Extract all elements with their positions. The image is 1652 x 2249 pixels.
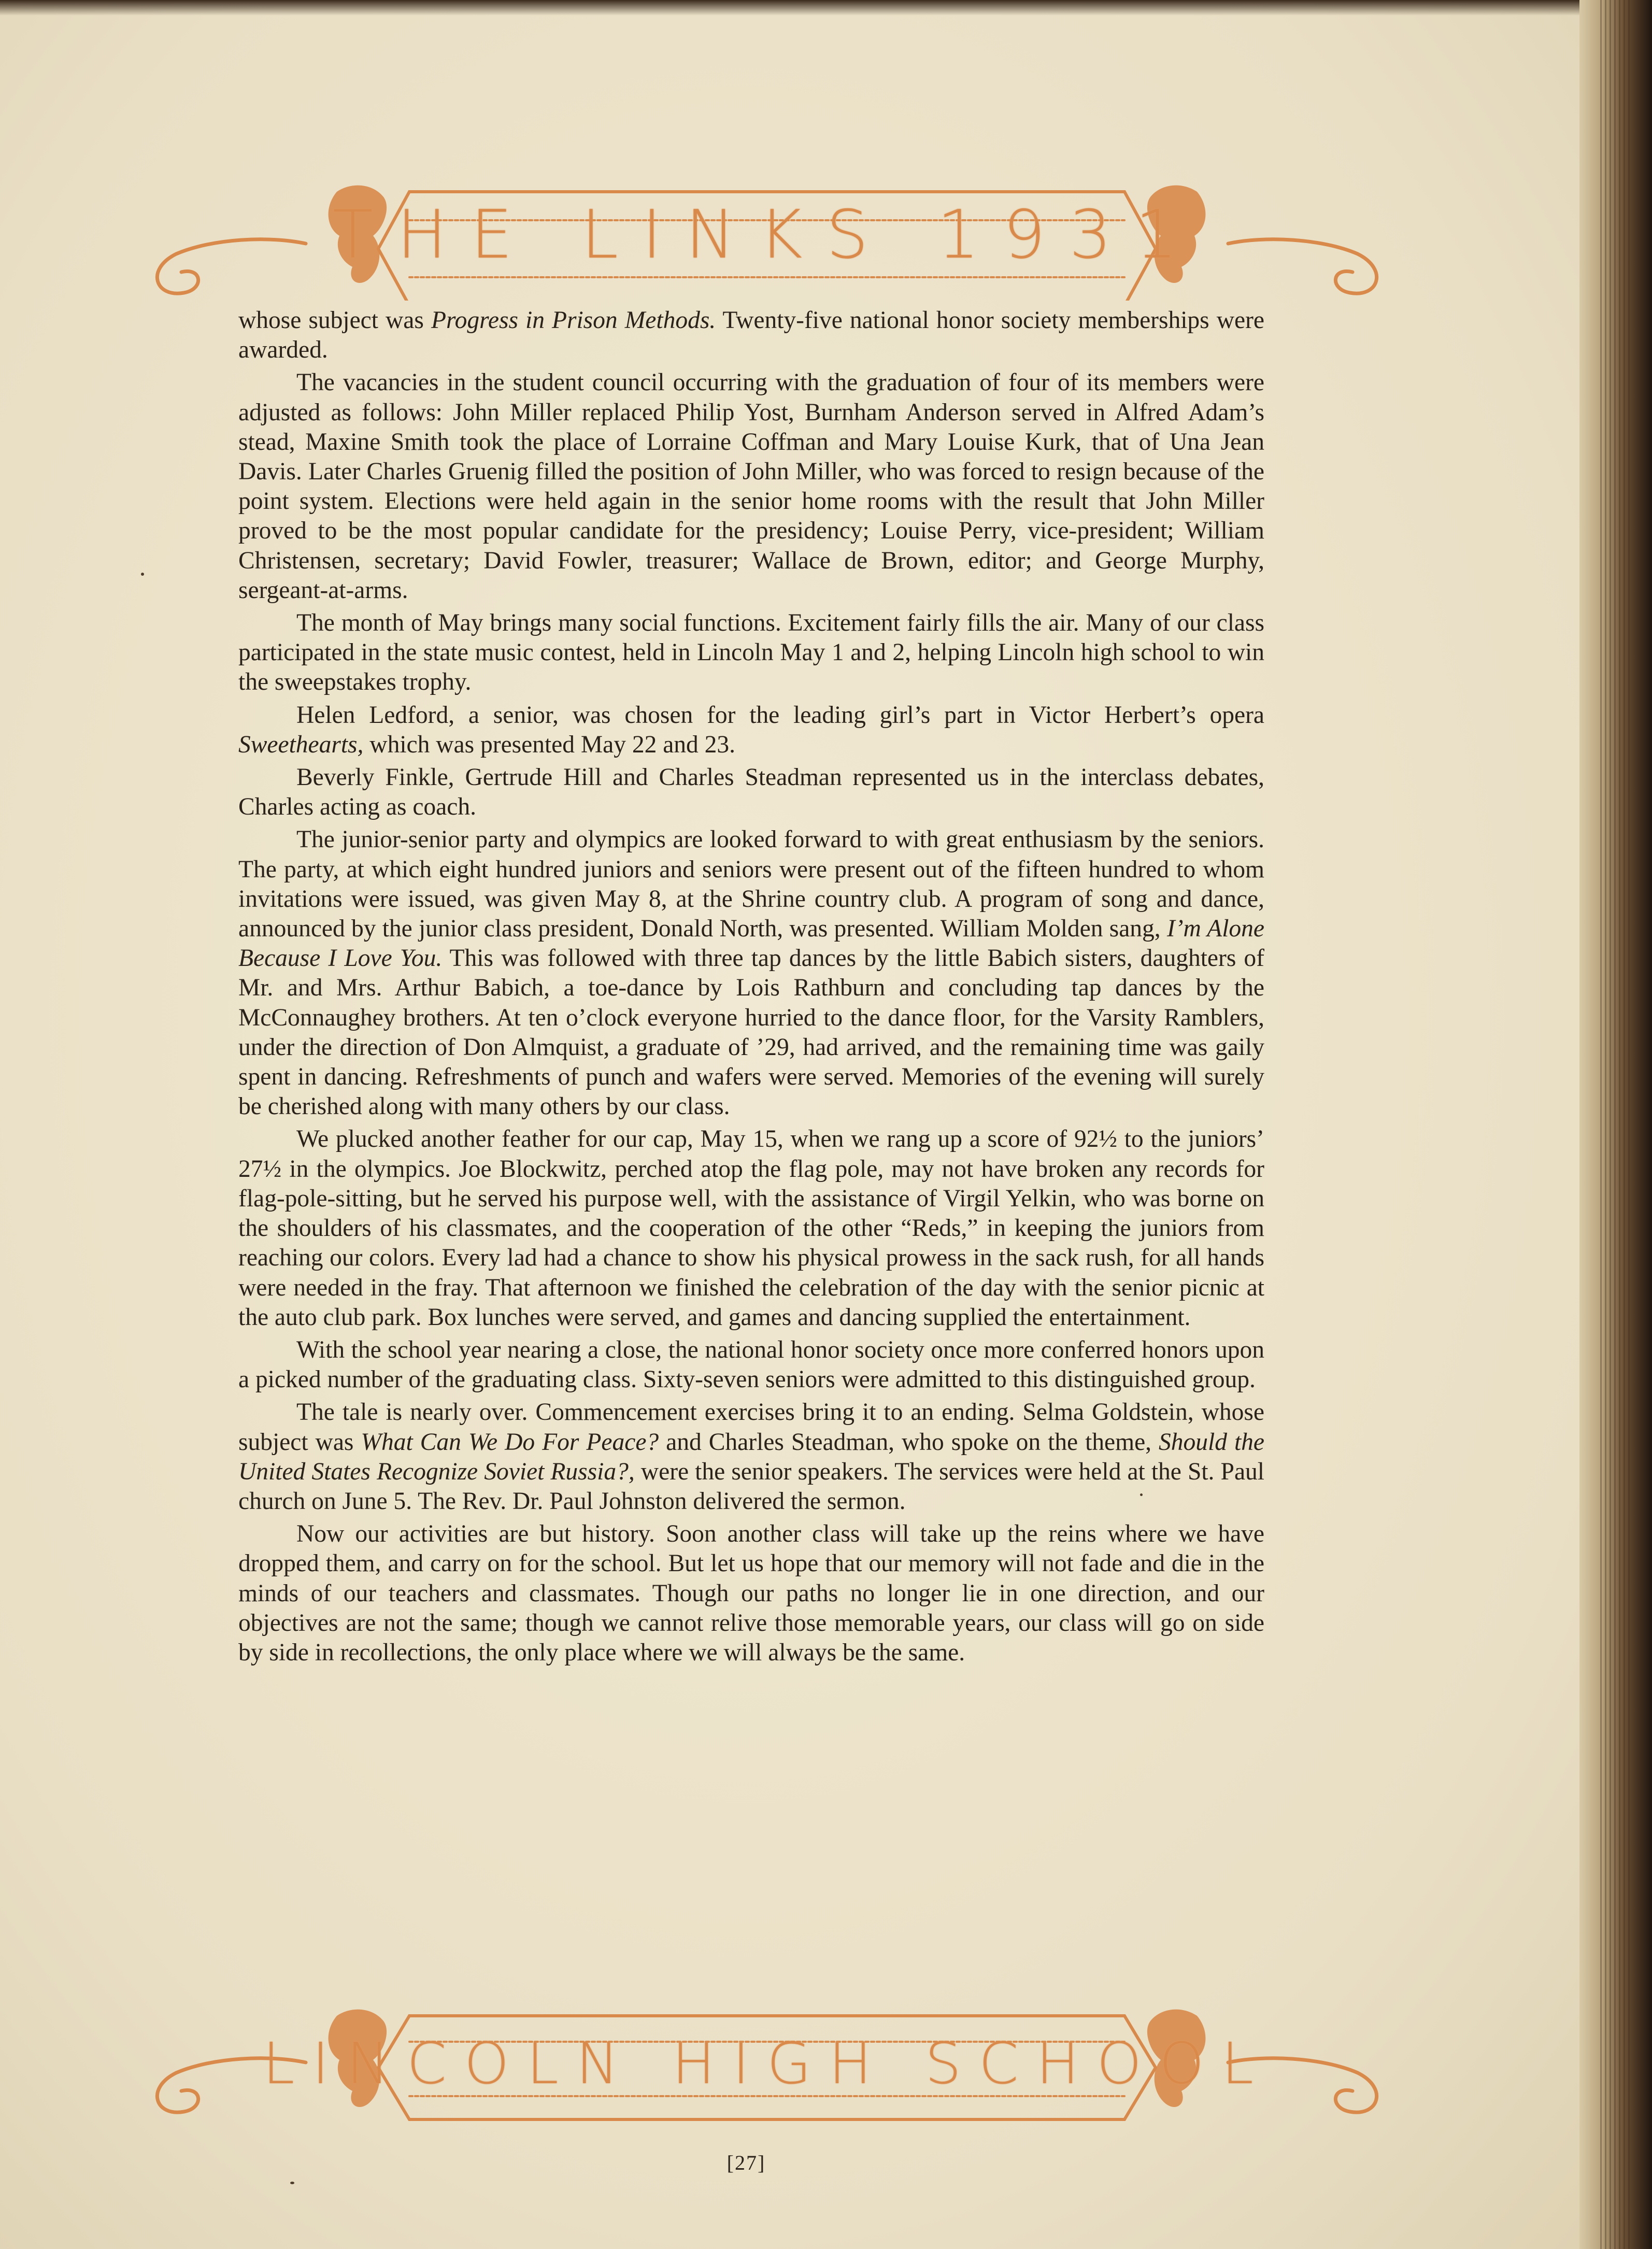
paragraph-text: This was followed with three tap dances by the little Babich sisters, daughters of Mr. and Mrs. Arthur Babich, a toe-dance by Lois Rathburn and concluding tap dances by the McConnaughey brothers. At ten o’clock everyone hurried to the dance floor, for the Varsity Ramblers, under the direction of Don Almquist, a graduate of ’29, had arrived, and the remaining time was gaily spent in dancing. Refreshments of punch and wafers were served. Memories of the evening will surely be cherished along with many others by our class. (238, 945, 1264, 1120)
italic-title: Sweethearts, (238, 731, 364, 758)
article-body (238, 306, 1264, 1671)
paragraph (238, 368, 1264, 605)
paragraph-text: The tale is nearly over. Commencement exercises bring it to an ending. Selma Goldstein, whose subject was (238, 1399, 1264, 1456)
paragraph-text: We plucked another feather for our cap, May 15, when we rang up a score of 92½ to the juniors’ 27½ in the olympics. Joe Blockwitz, perched atop the flag pole, may not have broken any records for flag-pole-sitting, but he served his purpose well, with the assistance of Virgil Yelkin, who was borne on the shoulders of his classmates, and the cooperation of the other “Reds,” in keeping the juniors from reaching our colors. Every lad had a chance to show his physical prowess in the sack rush, for all hands were needed in the fray. That afternoon we finished the celebration of the day with the senior picnic at the auto club park. Box lunches were served, and games and dancing supplied the entertainment. (238, 1126, 1264, 1331)
paragraph (238, 763, 1264, 822)
paragraph-text: Beverly Finkle, Gertrude Hill and Charles Steadman represented us in the interclass debates, Charles acting as coach. (238, 764, 1264, 821)
paragraph (238, 825, 1264, 1121)
italic-title: I’m Alone Because I Love You. (238, 915, 1264, 972)
page-top-edge (0, 0, 1652, 16)
paragraph-text: The vacancies in the student council occurring with the graduation of four of its members were adjusted as follows: John Miller replaced Philip Yost, Burnham Anderson served in Alfred Adam’s stead, Maxine Smith took the place of Lorraine Coffman and Mary Louise Kurk, that of Una Jean Davis. Later Charles Gruenig filled the position of John Miller, who was forced to resign because of the point system. Elections were held again in the senior home rooms with the result that John Miller proved to be the most popular candidate for the presidency; Louise Perry, vice-president; William Christensen, secretary; David Fowler, treasurer; Wallace de Brown, editor; and George Murphy, sergeant-at-arms. (238, 369, 1264, 604)
paragraph-text: were the senior speakers. The services were held at the St. Paul church on June 5. The Rev. Dr. Paul Johnston delivered the sermon. (238, 1458, 1264, 1515)
italic-title: What Can We Do For Peace? (361, 1428, 659, 1456)
italic-title: Progress in Prison Methods. (431, 307, 716, 334)
header-banner (140, 171, 1394, 301)
paragraph-text: The month of May brings many social functions. Excitement fairly fills the air. Many of our class participated in the state music contest, held in Lincoln May 1 and 2, helping Lincoln high school to win the sweepstakes trophy. (238, 609, 1264, 696)
book-spine-pages (1600, 0, 1631, 2249)
paragraph-text: whose subject was (238, 307, 431, 334)
page-number: [27] (727, 2151, 766, 2174)
italic-title: Should the United States Recognize Soviet Russia?, (238, 1428, 1264, 1485)
paragraph-text: which was presented May 22 and 23. (363, 731, 736, 758)
paragraph-text: With the school year nearing a close, the national honor society once more conferred honors upon a picked number of the graduating class. Sixty-seven seniors were admitted to this distinguished group. (238, 1336, 1264, 1393)
paragraph-text: Helen Ledford, a senior, was chosen for the leading girl’s part in Victor Herbert’s opera (296, 701, 1264, 729)
paragraph (238, 306, 1264, 365)
paragraph-text: The junior-senior party and olympics are looked forward to with great enthusiasm by the seniors. The party, at which eight hundred juniors and seniors were present out of the fifteen hundred to whom invitations were issued, was given May 8, at the Shrine country club. A program of song and dance, announced by the junior class president, Donald North, was presented. William Molden sang, (238, 826, 1264, 943)
paragraph (238, 1519, 1264, 1668)
paragraph-text: Now our activities are but history. Soon another class will take up the reins where we have dropped them, and carry on for the school. But let us hope that our memory will not fade and die in the minds of our teachers and classmates. Though our paths no longer lie in one direction, and our objectives are not the same; though we cannot relive those memorable years, our class will go on side by side in recollections, the only place where we will always be the same. (238, 1520, 1264, 1666)
ink-speck (290, 2182, 294, 2184)
ink-speck (1140, 1493, 1143, 1496)
footer-title: LINCOLN HIGH SCHOOL (263, 2030, 1271, 2097)
header-title: THE LINKS 1931 (332, 196, 1202, 274)
paragraph-text: Twenty-five national honor society memberships were awarded. (238, 307, 1264, 364)
footer-banner (140, 2005, 1394, 2135)
paragraph (238, 1335, 1264, 1394)
ink-speck (141, 573, 144, 576)
paragraph-text: and Charles Steadman, who spoke on the theme, (659, 1428, 1159, 1456)
paragraph (238, 701, 1264, 760)
paragraph (238, 1124, 1264, 1332)
paragraph (238, 1398, 1264, 1516)
paragraph (238, 608, 1264, 698)
